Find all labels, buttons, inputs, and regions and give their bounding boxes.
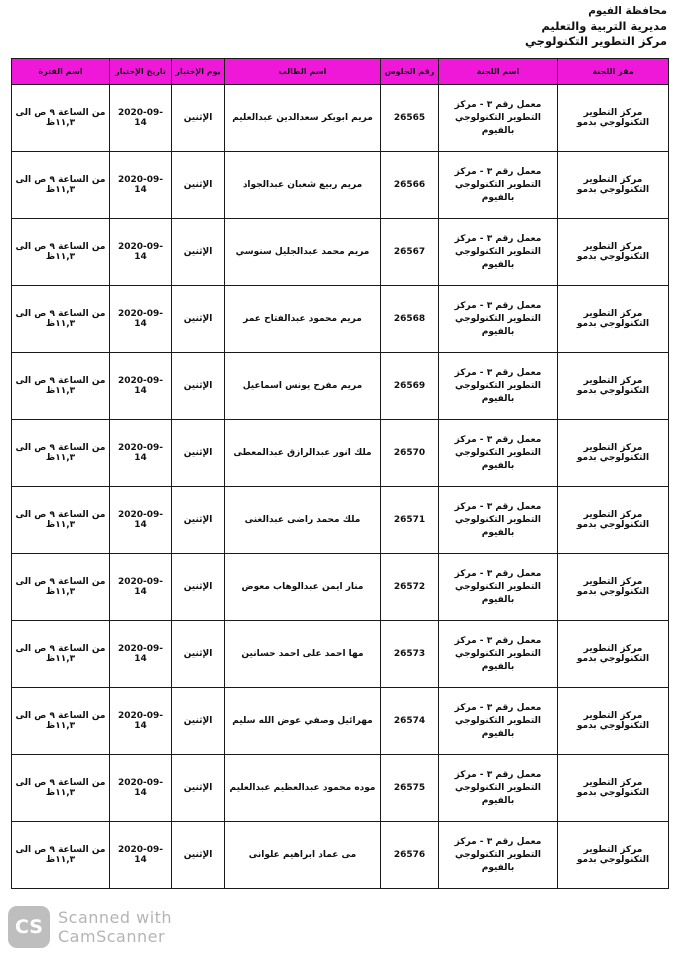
cell-exam-day: الإثنين [172,688,225,755]
cell-exam-date: 2020-09-14 [110,152,172,219]
cell-center: مركز التطوير التكنولوجي بدمو [558,152,669,219]
cell-student-name: مريم ربيع شعبان عبدالجواد [225,152,381,219]
cell-exam-date: 2020-09-14 [110,286,172,353]
cell-exam-date: 2020-09-14 [110,822,172,889]
cell-center: مركز التطوير التكنولوجي بدمو [558,286,669,353]
column-header-committee: اسم اللجنة [439,59,558,85]
column-header-exam-day: يوم الإختبار [172,59,225,85]
cell-center: مركز التطوير التكنولوجي بدمو [558,353,669,420]
cell-center: مركز التطوير التكنولوجي بدمو [558,688,669,755]
cell-student-name: منار ايمن عبدالوهاب معوض [225,554,381,621]
document-header [525,4,667,49]
cell-committee: معمل رقم ٣ - مركز التطوير التكنولوجي بالفيوم [439,822,558,889]
watermark-line-2: CamScanner [58,927,166,946]
cell-student-name: مريم محمد عبدالجليل سنوسي [225,219,381,286]
cell-period: من الساعة ٩ ص الى ١١,٣ظ [12,755,110,822]
cell-period: من الساعة ٩ ص الى ١١,٣ظ [12,822,110,889]
cell-seat-number: 26575 [381,755,439,822]
cell-center: مركز التطوير التكنولوجي بدمو [558,554,669,621]
table-row [12,755,669,822]
cell-seat-number: 26567 [381,219,439,286]
table-row [12,286,669,353]
column-header-student-name: اسم الطالب [225,59,381,85]
cell-committee: معمل رقم ٣ - مركز التطوير التكنولوجي بالفيوم [439,219,558,286]
governorate-title: محافظة الفيوم [588,5,667,17]
table-row [12,219,669,286]
cell-exam-day: الإثنين [172,487,225,554]
cell-exam-day: الإثنين [172,219,225,286]
cell-exam-date: 2020-09-14 [110,755,172,822]
cell-committee: معمل رقم ٣ - مركز التطوير التكنولوجي بالفيوم [439,286,558,353]
cell-exam-date: 2020-09-14 [110,487,172,554]
cell-exam-date: 2020-09-14 [110,219,172,286]
cell-center: مركز التطوير التكنولوجي بدمو [558,85,669,152]
cell-period: من الساعة ٩ ص الى ١١,٣ظ [12,152,110,219]
cell-student-name: مريم محمود عبدالفتاح عمر [225,286,381,353]
cell-exam-date: 2020-09-14 [110,621,172,688]
camscanner-watermark [8,906,172,948]
table-row [12,152,669,219]
directorate-title: مديرية التربية والتعليم [541,19,667,33]
cell-committee: معمل رقم ٣ - مركز التطوير التكنولوجي بالفيوم [439,554,558,621]
cell-exam-date: 2020-09-14 [110,688,172,755]
cell-seat-number: 26565 [381,85,439,152]
table-row [12,822,669,889]
cell-exam-day: الإثنين [172,755,225,822]
column-header-seat-number: رقم الجلوس [381,59,439,85]
cell-period: من الساعة ٩ ص الى ١١,٣ظ [12,420,110,487]
table-row [12,487,669,554]
exam-roster-table [11,58,669,889]
watermark-line-1: Scanned with [58,908,173,927]
cell-exam-day: الإثنين [172,353,225,420]
cell-center: مركز التطوير التكنولوجي بدمو [558,487,669,554]
cell-committee: معمل رقم ٣ - مركز التطوير التكنولوجي بالفيوم [439,755,558,822]
cell-committee: معمل رقم ٣ - مركز التطوير التكنولوجي بالفيوم [439,420,558,487]
table-header-row [12,59,669,85]
cell-exam-day: الإثنين [172,85,225,152]
cell-committee: معمل رقم ٣ - مركز التطوير التكنولوجي بالفيوم [439,621,558,688]
cell-exam-day: الإثنين [172,286,225,353]
cell-center: مركز التطوير التكنولوجي بدمو [558,420,669,487]
cell-seat-number: 26568 [381,286,439,353]
cell-period: من الساعة ٩ ص الى ١١,٣ظ [12,688,110,755]
cell-period: من الساعة ٩ ص الى ١١,٣ظ [12,219,110,286]
center-title: مركز التطوير التكنولوجي [525,34,667,48]
cell-seat-number: 26571 [381,487,439,554]
cell-student-name: مها احمد على احمد حسانين [225,621,381,688]
cell-period: من الساعة ٩ ص الى ١١,٣ظ [12,621,110,688]
cell-student-name: مهرائيل وصفي عوض الله سليم [225,688,381,755]
cell-period: من الساعة ٩ ص الى ١١,٣ظ [12,487,110,554]
column-header-exam-date: تاريخ الإختبار [110,59,172,85]
table-row [12,688,669,755]
cell-center: مركز التطوير التكنولوجي بدمو [558,219,669,286]
table-row [12,420,669,487]
cell-committee: معمل رقم ٣ - مركز التطوير التكنولوجي بالفيوم [439,688,558,755]
column-header-period: اسم الفترة [12,59,110,85]
cell-period: من الساعة ٩ ص الى ١١,٣ظ [12,286,110,353]
camscanner-logo-icon: CS [8,906,50,948]
cell-seat-number: 26570 [381,420,439,487]
cell-committee: معمل رقم ٣ - مركز التطوير التكنولوجي بالفيوم [439,152,558,219]
cell-exam-date: 2020-09-14 [110,420,172,487]
cell-exam-day: الإثنين [172,420,225,487]
cell-exam-day: الإثنين [172,621,225,688]
cell-student-name: ملك انور عبدالرازق عبدالمعطى [225,420,381,487]
cell-seat-number: 26572 [381,554,439,621]
column-header-center: مقر اللجنة [558,59,669,85]
cell-committee: معمل رقم ٣ - مركز التطوير التكنولوجي بالفيوم [439,85,558,152]
cell-committee: معمل رقم ٣ - مركز التطوير التكنولوجي بالفيوم [439,487,558,554]
table-row [12,85,669,152]
cell-seat-number: 26574 [381,688,439,755]
cell-exam-day: الإثنين [172,822,225,889]
cell-student-name: مريم مفرح يونس اسماعيل [225,353,381,420]
cell-center: مركز التطوير التكنولوجي بدمو [558,822,669,889]
cell-seat-number: 26573 [381,621,439,688]
cell-exam-date: 2020-09-14 [110,85,172,152]
cell-center: مركز التطوير التكنولوجي بدمو [558,621,669,688]
cell-exam-date: 2020-09-14 [110,554,172,621]
cell-student-name: ملك محمد راضى عبدالغنى [225,487,381,554]
watermark-text [58,908,172,946]
cell-seat-number: 26576 [381,822,439,889]
table-row [12,554,669,621]
cell-period: من الساعة ٩ ص الى ١١,٣ظ [12,554,110,621]
cell-exam-date: 2020-09-14 [110,353,172,420]
table-row [12,353,669,420]
cell-period: من الساعة ٩ ص الى ١١,٣ظ [12,85,110,152]
cell-student-name: مريم ابوبكر سعدالدين عبدالعليم [225,85,381,152]
cell-student-name: مى عماد ابراهيم علوانى [225,822,381,889]
cell-exam-day: الإثنين [172,152,225,219]
table-row [12,621,669,688]
cell-seat-number: 26569 [381,353,439,420]
cell-period: من الساعة ٩ ص الى ١١,٣ظ [12,353,110,420]
cell-committee: معمل رقم ٣ - مركز التطوير التكنولوجي بالفيوم [439,353,558,420]
cell-center: مركز التطوير التكنولوجي بدمو [558,755,669,822]
cell-exam-day: الإثنين [172,554,225,621]
cell-seat-number: 26566 [381,152,439,219]
cell-student-name: موده محمود عبدالعظيم عبدالعليم [225,755,381,822]
